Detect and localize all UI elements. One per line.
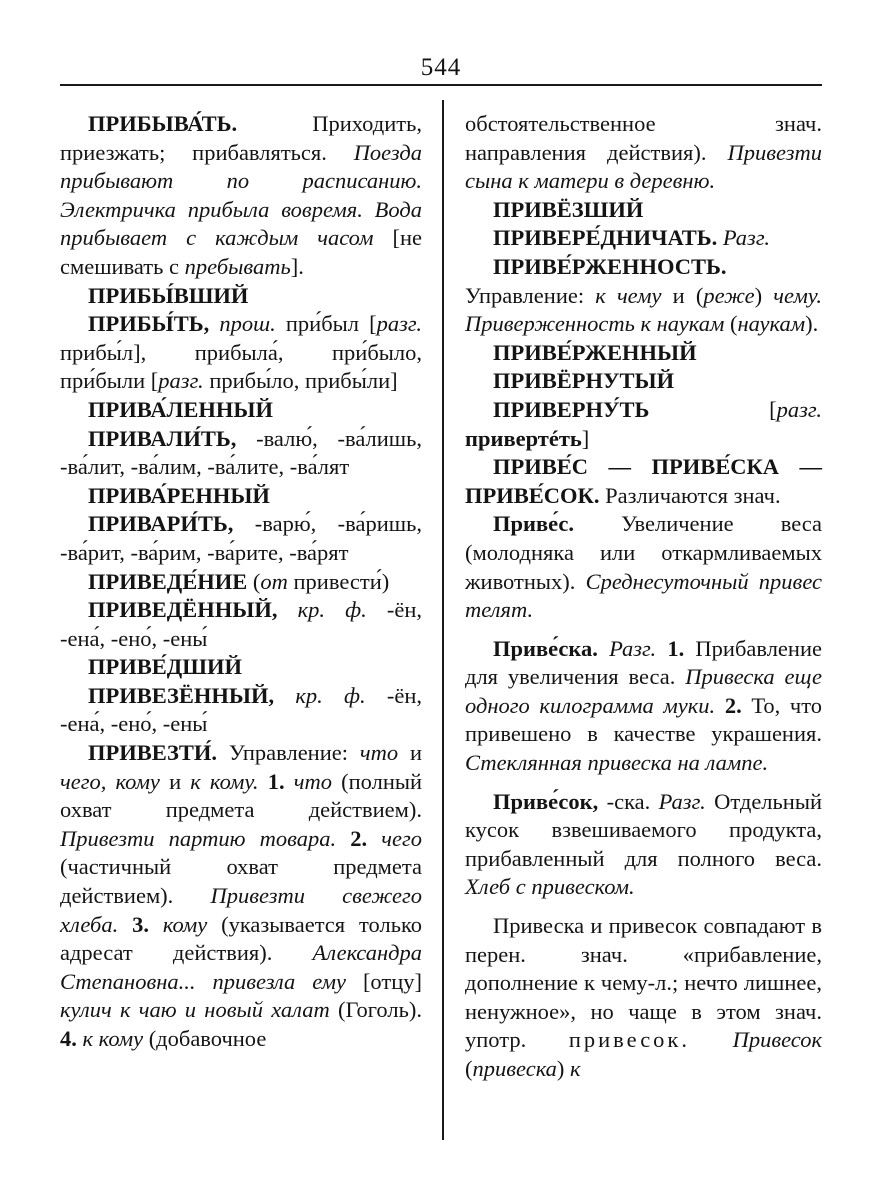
entry-privezyonny [60,682,422,739]
body-text: Увеличение веса (молодняка или откармливаемых животных). [465,511,822,594]
italic-text: чего, кому [60,768,160,794]
italic-text: наукам [737,311,806,337]
body-text: Приходить, приезжать; прибавляться. [60,111,422,165]
body-text: (частичный охват предмета действием). [60,854,422,909]
italic-text: к чему [595,282,662,308]
italic-text: Привезти партию товара. [60,825,337,851]
body-text: ] [581,425,590,451]
body-text: Прибавление для увеличения веса. [465,635,822,690]
entry-privalit [60,425,422,482]
headword-text: Приве́сок, [493,788,599,814]
body-text: (указывается только адресат действия). [60,911,423,966]
body-text: -ён, -ена́, -ено́, -ены́ [60,597,422,651]
body-text: Отдельный кусок взвешиваемого продукта, прибавленный для полного веса. [465,788,822,871]
body-text: То, что привешено в качестве украшения. [465,692,822,747]
body-text: (Гоголь). [329,997,422,1023]
body-text [715,693,725,718]
italic-text: реже [703,282,755,308]
header-rule [60,84,822,86]
italic-text: Поезда прибывают по расписанию. Электричка прибыла вовремя. Вода прибывает с каждым часом [60,139,422,251]
entry-privesok [465,788,822,902]
italic-text: Александра Степановна... привезла ему [60,940,422,994]
body-text: [ [649,396,777,422]
italic-text: разг. [376,311,422,337]
headword-text: 1. [667,635,685,661]
column-divider [442,100,444,1140]
body-text: ( [247,568,261,594]
body-text: -ён, -ена́, -ено́, -ены́ [60,682,422,737]
entry-pribyt [60,310,422,396]
body-text: и [159,768,191,794]
headword-text: ПРИВЕДЕ́НИЕ [88,568,248,594]
italic-text: Хлеб с привеском. [465,874,635,900]
headword-text: ПРИВЕДЁННЫЙ, [88,597,278,623]
body-text: ). [805,311,819,337]
entry-privyornuty [465,367,822,396]
italic-text: кому [162,911,208,937]
italic-text: к [570,1056,581,1081]
body-text: [не смешивать с [60,225,422,279]
body-text: и ( [661,282,704,308]
body-text: ) [754,282,774,308]
entry-pribyvshiy [60,282,422,311]
italic-text: прош. [219,311,276,337]
body-text [285,769,294,794]
body-text: Привеска и привесок совпадают в перен. знач. «прибавление, дополнение к чему-л.; нечто лишнее, ненужное», но чаще в этом знач. употр. [465,913,822,1053]
italic-text: разг. [158,368,204,394]
entry-priverzhennost [465,253,822,339]
body-text: -варю́, -ва́ришь, -ва́рит, -ва́рим, -ва́рите, -ва́рят [60,511,422,565]
headword-text: ПРИВА́ЛЕННЫЙ [88,396,273,422]
body-text: [отцу] [345,968,423,994]
body-text [690,1027,733,1052]
body-text [367,826,381,851]
body-text: -валю́, -ва́лишь, -ва́лит, -ва́лим, -ва́лите, -ва́лят [60,425,422,480]
body-text: ( [724,311,738,337]
body-text [656,636,667,661]
body-text: (полный охват предмета действием). [60,768,423,823]
entry-privezti [60,739,422,1054]
body-text [336,826,350,851]
headword-text: ПРИВАРИ́ТЬ, [88,511,234,537]
entry-priveredničat [465,224,822,253]
headword-text: ПРИВЕ́РЖЕННОСТЬ. [493,253,727,279]
entry-privezti-continued [465,110,822,196]
headword-text: ПРИБЫ́ВШИЙ [88,282,249,308]
usage-note [465,912,822,1084]
headword-text: ПРИБЫВА́ТЬ. [88,111,238,136]
entry-privalenny [60,396,422,425]
headword-text: Приве́ска. [493,635,598,661]
body-text [149,912,163,937]
italic-text: Привесок [732,1027,823,1053]
body-text [209,311,219,336]
entry-privedenie [60,568,422,597]
headword-text: ПРИВЁРНУТЫЙ [493,368,675,394]
italic-text: что [293,768,332,794]
entry-privarit [60,510,422,567]
entry-privyozshiy [465,196,822,225]
body-text [598,636,609,661]
headword-text: 3. [132,911,149,937]
body-text: и [398,740,422,766]
italic-text: Привеска еще одного килограмма муки. [465,664,822,718]
headword-text: 2. [724,692,742,718]
italic-text: Привезти свежего хлеба. [60,883,422,937]
italic-text: разг. [776,396,822,422]
body-text: ]. [290,253,304,279]
headword-text: Приве́с. [493,511,575,537]
italic-text: чему. Приверженность к наукам [465,282,822,337]
italic-text: Разг. [609,635,657,661]
italic-text: Разг. [722,225,770,251]
italic-text: Стеклянная привеска на лампе. [465,750,769,776]
body-text: прибы́л], прибыла́, при́было, при́были [ [60,339,422,394]
headword-text: ПРИВЕ́ДШИЙ [88,654,242,680]
entry-priverzhenny [465,339,822,368]
body-text [118,912,132,937]
body-text: ( [465,1056,473,1081]
body-text: Управление: [465,282,596,308]
body-text: при́был [ [275,311,377,337]
headword-text: 1. [267,768,285,794]
entry-pribyvat [60,110,422,282]
headword-text: привертéть [465,425,582,451]
body-text: привести́) [287,568,390,594]
headword-text: ПРИВЁЗШИЙ [493,196,644,222]
body-text [277,597,297,622]
body-text [259,769,268,794]
italic-text: от [260,568,288,594]
body-text: ) [556,1056,571,1081]
headword-text: ПРИВА́РЕННЫЙ [88,482,270,508]
right-column [465,110,822,1084]
entry-prives [465,510,822,624]
entry-privarenny [60,482,422,511]
italic-text: что [359,740,399,766]
headword-text: ПРИВАЛИ́ТЬ, [88,425,237,451]
italic-text: привеска [472,1056,557,1081]
body-text: Различаются знач. [599,482,781,508]
italic-text: чего [381,825,423,851]
entry-privernut [465,396,822,453]
body-text: (добавочное [143,1026,267,1051]
page-number: 544 [420,54,462,81]
body-text: Управление: [217,740,360,766]
headword-text: ПРИВЕЗЁННЫЙ, [88,682,275,708]
italic-text: Привезти сына к матери в деревню. [465,139,822,194]
body-text: обстоятельственное знач. направления действия). [465,111,822,165]
headword-text: 2. [350,825,368,851]
headword-text: ПРИВЕ́С — ПРИВЕ́СКА — ПРИВЕ́СОК. [465,454,822,508]
headword-text: ПРИВЕ́РЖЕННЫЙ [493,339,697,365]
body-text [274,683,295,708]
body-text: прибы́ло, прибы́ли] [203,368,398,394]
headword-text: 4. [60,1026,77,1051]
entry-prives-group [465,453,822,510]
body-text: привесок. [568,1027,690,1053]
italic-text: к кому [82,1026,144,1051]
italic-text: пребывать [184,253,291,279]
body-text: -ска. [598,788,659,814]
entry-privedyonny [60,596,422,653]
italic-text: Среднесуточный привес телят. [465,568,823,623]
headword-text: ПРИВЕРНУ́ТЬ [493,396,650,422]
headword-text: ПРИБЫ́ТЬ, [88,311,210,337]
headword-text: ПРИВЕРЕ́ДНИЧАТЬ. [493,225,718,251]
italic-text: кр. ф. [295,682,366,708]
headword-text: ПРИВЕЗТИ́. [88,740,218,766]
italic-text: кр. ф. [297,597,367,623]
entry-priveska [465,635,822,778]
left-column [60,110,422,1054]
italic-text: Разг. [658,788,706,814]
entry-privedshiy [60,653,422,682]
italic-text: кулич к чаю и новый халат [60,997,330,1023]
italic-text: к кому. [190,768,259,794]
